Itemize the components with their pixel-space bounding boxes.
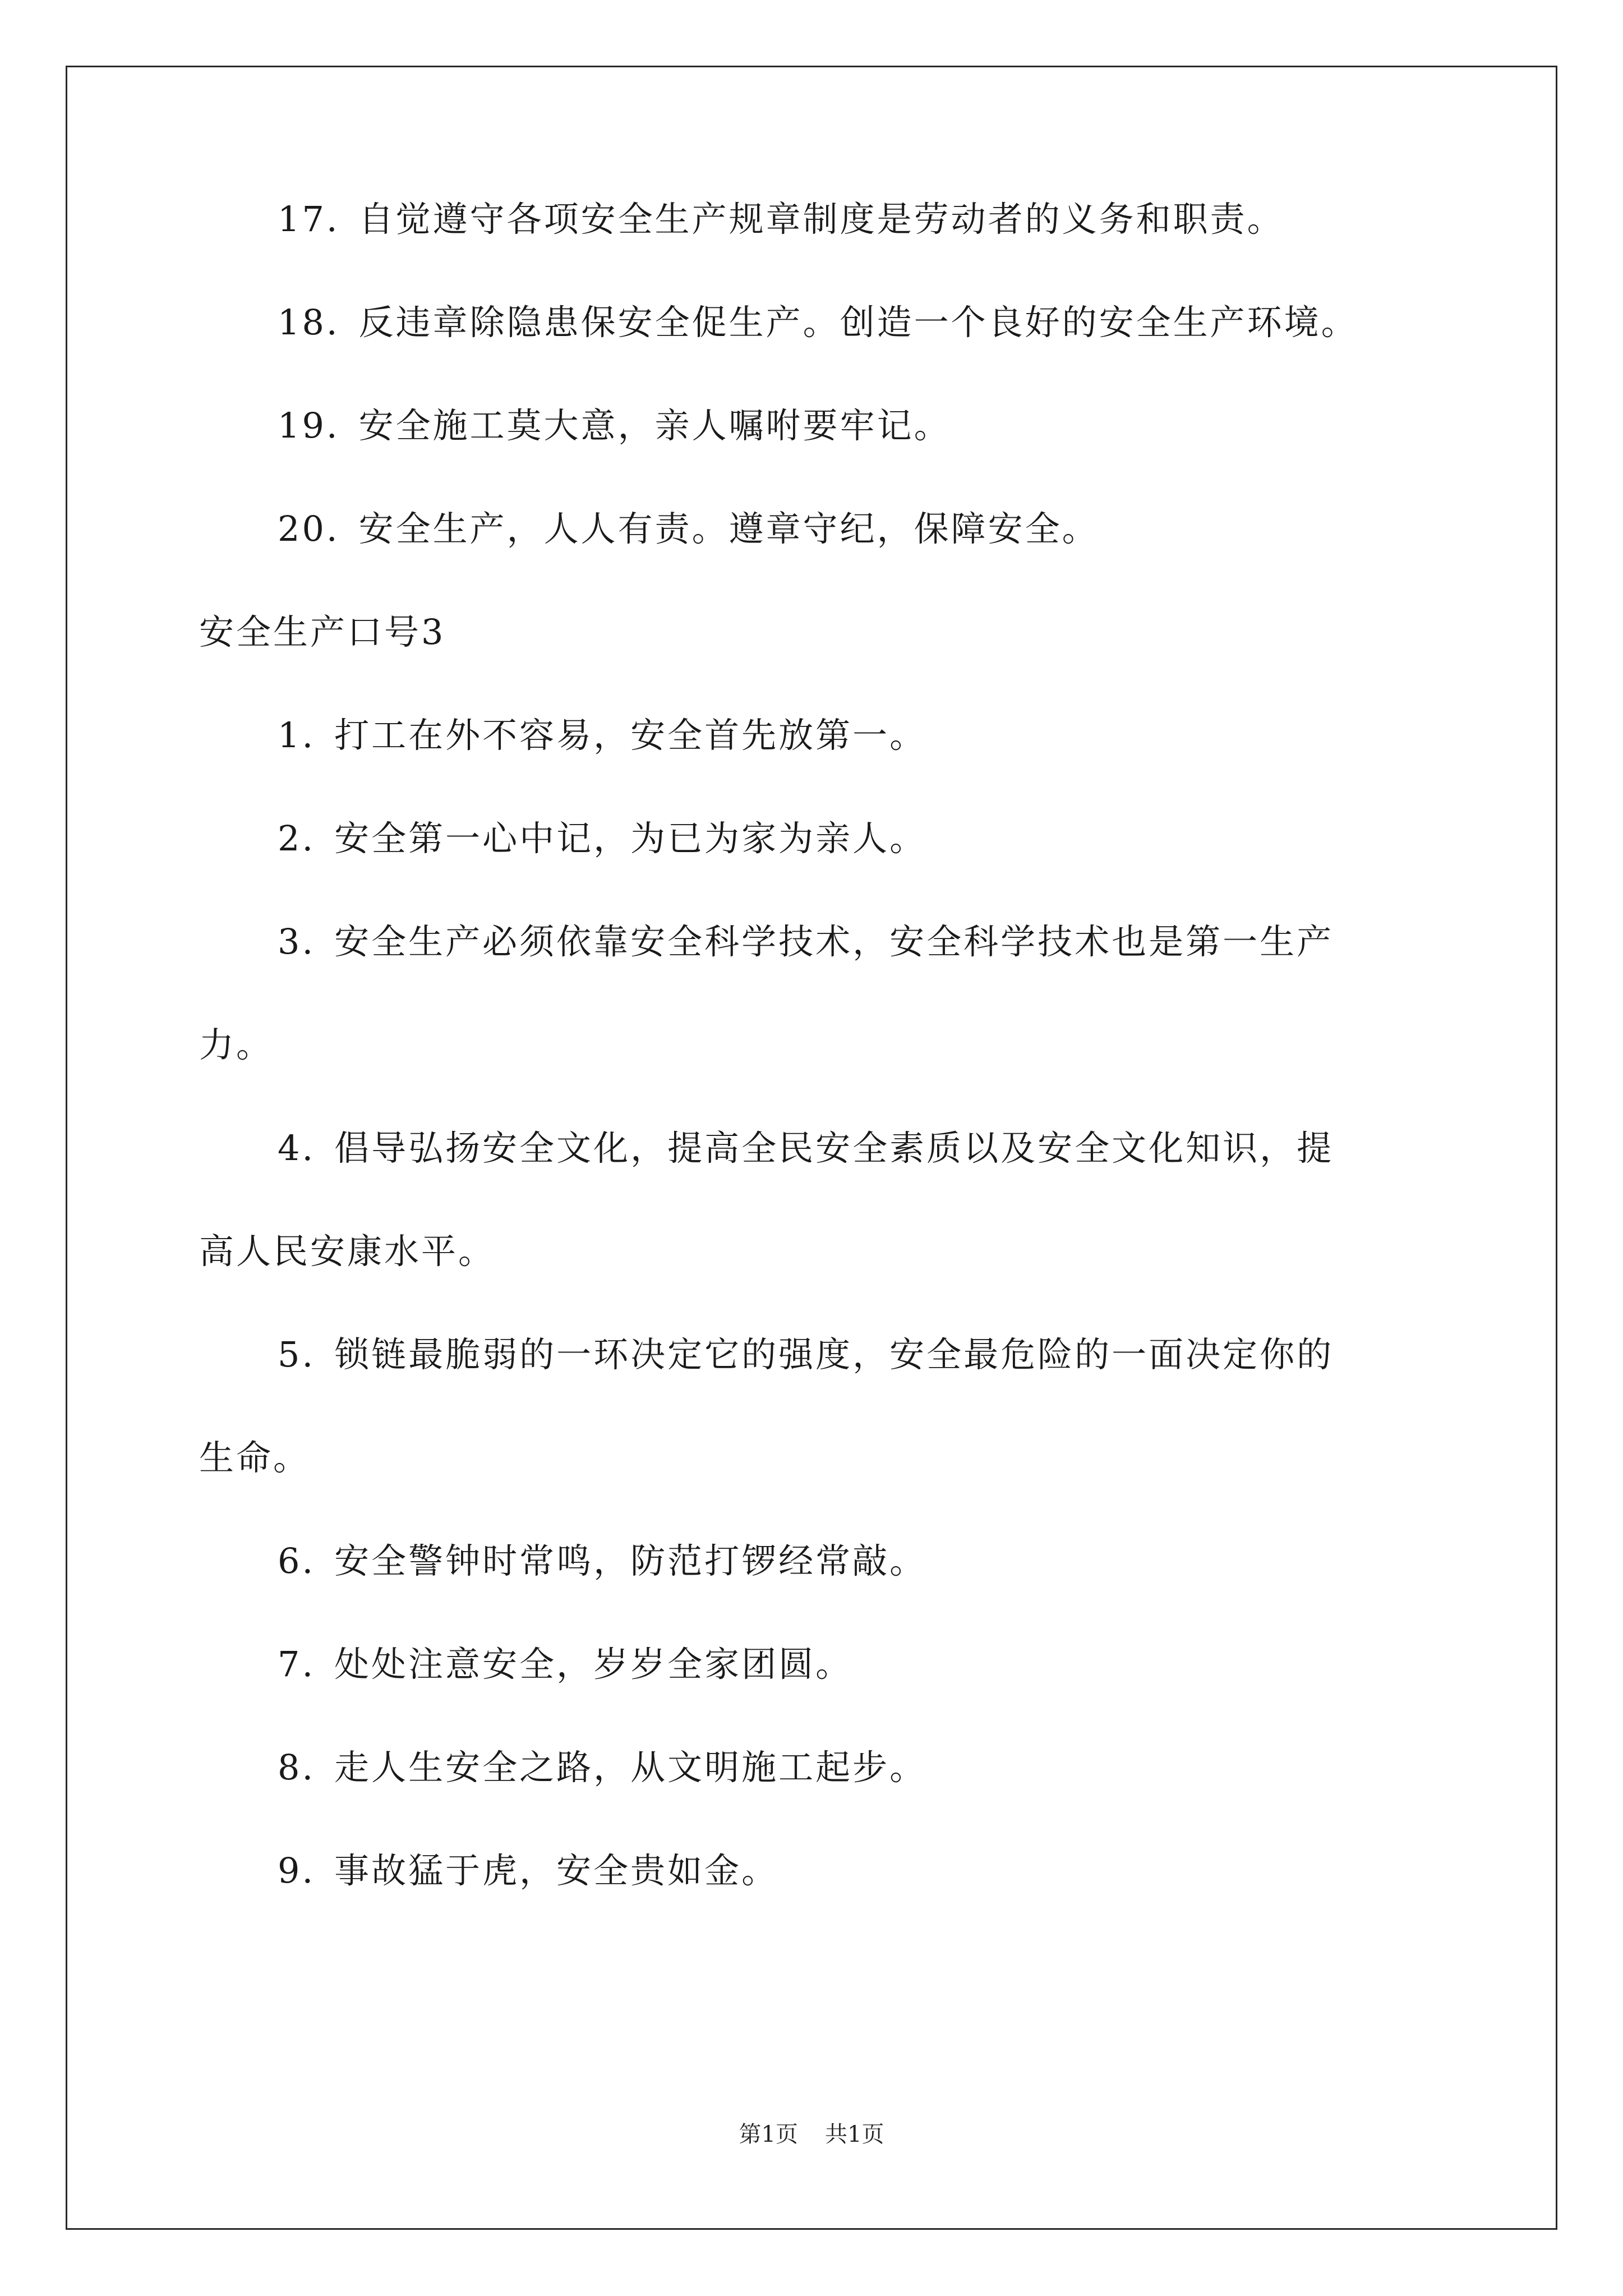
list-item: 18. 反违章除隐患保安全促生产。创造一个良好的安全生产环境。 xyxy=(278,302,1358,343)
page-number: 第1页 xyxy=(739,2122,798,2147)
page-total: 共1页 xyxy=(825,2122,884,2147)
list-item: 8. 走人生安全之路，从文明施工起步。 xyxy=(278,1747,927,1788)
list-item-continuation: 力。 xyxy=(199,1024,274,1065)
list-item: 20. 安全生产，人人有责。遵章守纪，保障安全。 xyxy=(278,508,1099,549)
list-item: 4. 倡导弘扬安全文化，提高全民安全素质以及安全文化知识，提 xyxy=(278,1128,1334,1168)
page-footer xyxy=(0,2123,1623,2146)
list-item: 5. 锁链最脆弱的一环决定它的强度，安全最危险的一面决定你的 xyxy=(278,1334,1334,1375)
section-heading: 安全生产口号3 xyxy=(199,611,446,652)
list-item: 1. 打工在外不容易，安全首先放第一。 xyxy=(278,715,927,756)
list-item: 17. 自觉遵守各项安全生产规章制度是劳动者的义务和职责。 xyxy=(278,199,1284,240)
list-item: 3. 安全生产必须依靠安全科学技术，安全科学技术也是第一生产 xyxy=(278,921,1334,962)
list-item: 6. 安全警钟时常鸣，防范打锣经常敲。 xyxy=(278,1540,927,1581)
list-item: 7. 处处注意安全，岁岁全家团圆。 xyxy=(278,1644,853,1685)
list-item: 19. 安全施工莫大意，亲人嘱咐要牢记。 xyxy=(278,405,951,446)
list-item: 2. 安全第一心中记，为已为家为亲人。 xyxy=(278,818,927,859)
list-item-continuation: 高人民安康水平。 xyxy=(199,1231,496,1272)
list-item: 9. 事故猛于虎，安全贵如金。 xyxy=(278,1850,779,1891)
list-item-continuation: 生命。 xyxy=(199,1437,311,1478)
document-body xyxy=(199,199,1433,1891)
